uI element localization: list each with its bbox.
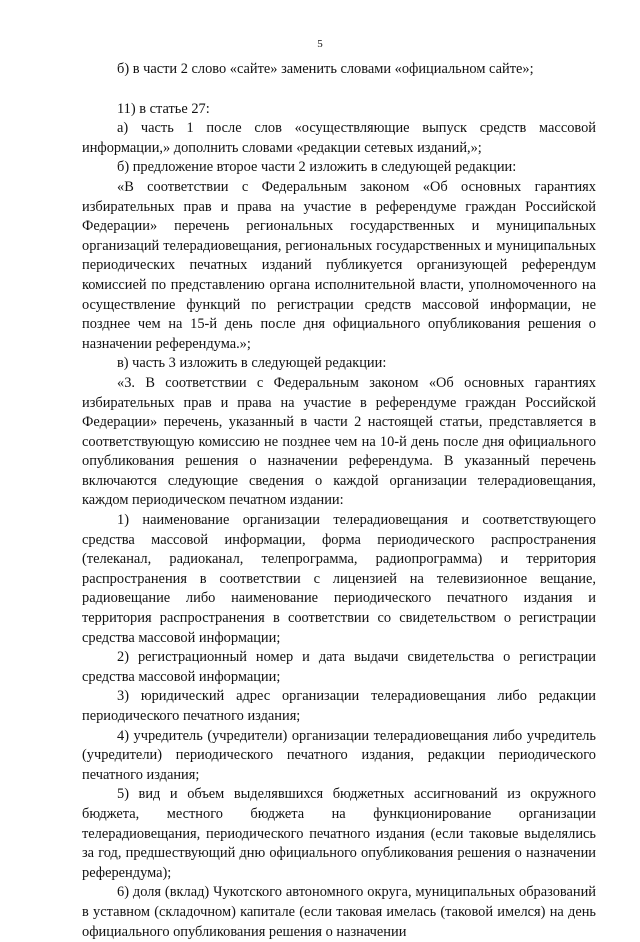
paragraph: б) в части 2 слово «сайте» заменить словами «официальном сайте»; [117, 61, 534, 77]
paragraph: 11) в статье 27: [117, 100, 210, 117]
paragraph: «3. В соответствии с Федеральным законом «Об основных гарантиях избирательных прав и права на участие в референдуме граждан Российской Федерации» перечень, указанный в части 2 настоящей статьи, представляется в соответствующую комиссию не позднее чем на 10-й день после дня официального опубликования решения о назначении референдума. В указанный перечень включаются следующие сведения о каждой организации телерадиовещания, каждом периодическом печатном издании: [82, 374, 596, 509]
paragraph: «В соответствии с Федеральным законом «Об основных гарантиях избирательных прав и права на участие в референдуме граждан Российской Федерации» перечень региональных государственных и муниципальных организаций телерадиовещания, региональных государственных и муниципальных периодических печатных изданий публикуется организующей референдум комиссией по представлению органа исполнительной власти, уполномоченного на осуществление функций по регистрации средств массовой информации, не позднее чем на 15-й день после дня официального опубликования решения о назначении референдума.»; [82, 178, 596, 352]
paragraph: а) часть 1 после слов «осуществляющие выпуск средств массовой информации,» дополнить словами «редакции сетевых изданий,»; [82, 120, 596, 156]
list-item: 5) вид и объем выделявшихся бюджетных ассигнований из окружного бюджета, местного бюджета на функционирование организации телерадиовещания, периодического печатного издания (если таковые выделялись за год, предшествующий дню официального опубликования решения о назначении референдума); [82, 786, 596, 881]
page-number: 5 [317, 38, 323, 50]
list-item: 3) юридический адрес организации телерадиовещания либо редакции периодического печатного издания; [82, 688, 596, 724]
document-body [82, 60, 596, 942]
list-item: 6) доля (вклад) Чукотского автономного округа, муниципальных образований в уставном (складочном) капитале (если таковая имелась (таковой имелся) на день официального опубликования решения о назначении [82, 884, 596, 940]
list-item: 2) регистрационный номер и дата выдачи свидетельства о регистрации средства массовой информации; [82, 649, 596, 685]
paragraph: б) предложение второе части 2 изложить в следующей редакции: [117, 159, 517, 176]
list-item: 1) наименование организации телерадиовещания и соответствующего средства массовой информации, форма периодического распространения (телеканал, радиоканал, телепрограмма, радиопрограмма) и территория распространения в соответствии с лицензией на телевизионное вещание, радиовещание либо наименование периодического печатного издания и территория распространения в соответствии со свидетельством о регистрации средства массовой информации; [82, 512, 596, 646]
list-item: 4) учредитель (учредители) организации телерадиовещания либо учредитель (учредители) периодического печатного издания, редакции периодического печатного издания; [82, 727, 596, 783]
paragraph: в) часть 3 изложить в следующей редакции: [117, 355, 387, 372]
